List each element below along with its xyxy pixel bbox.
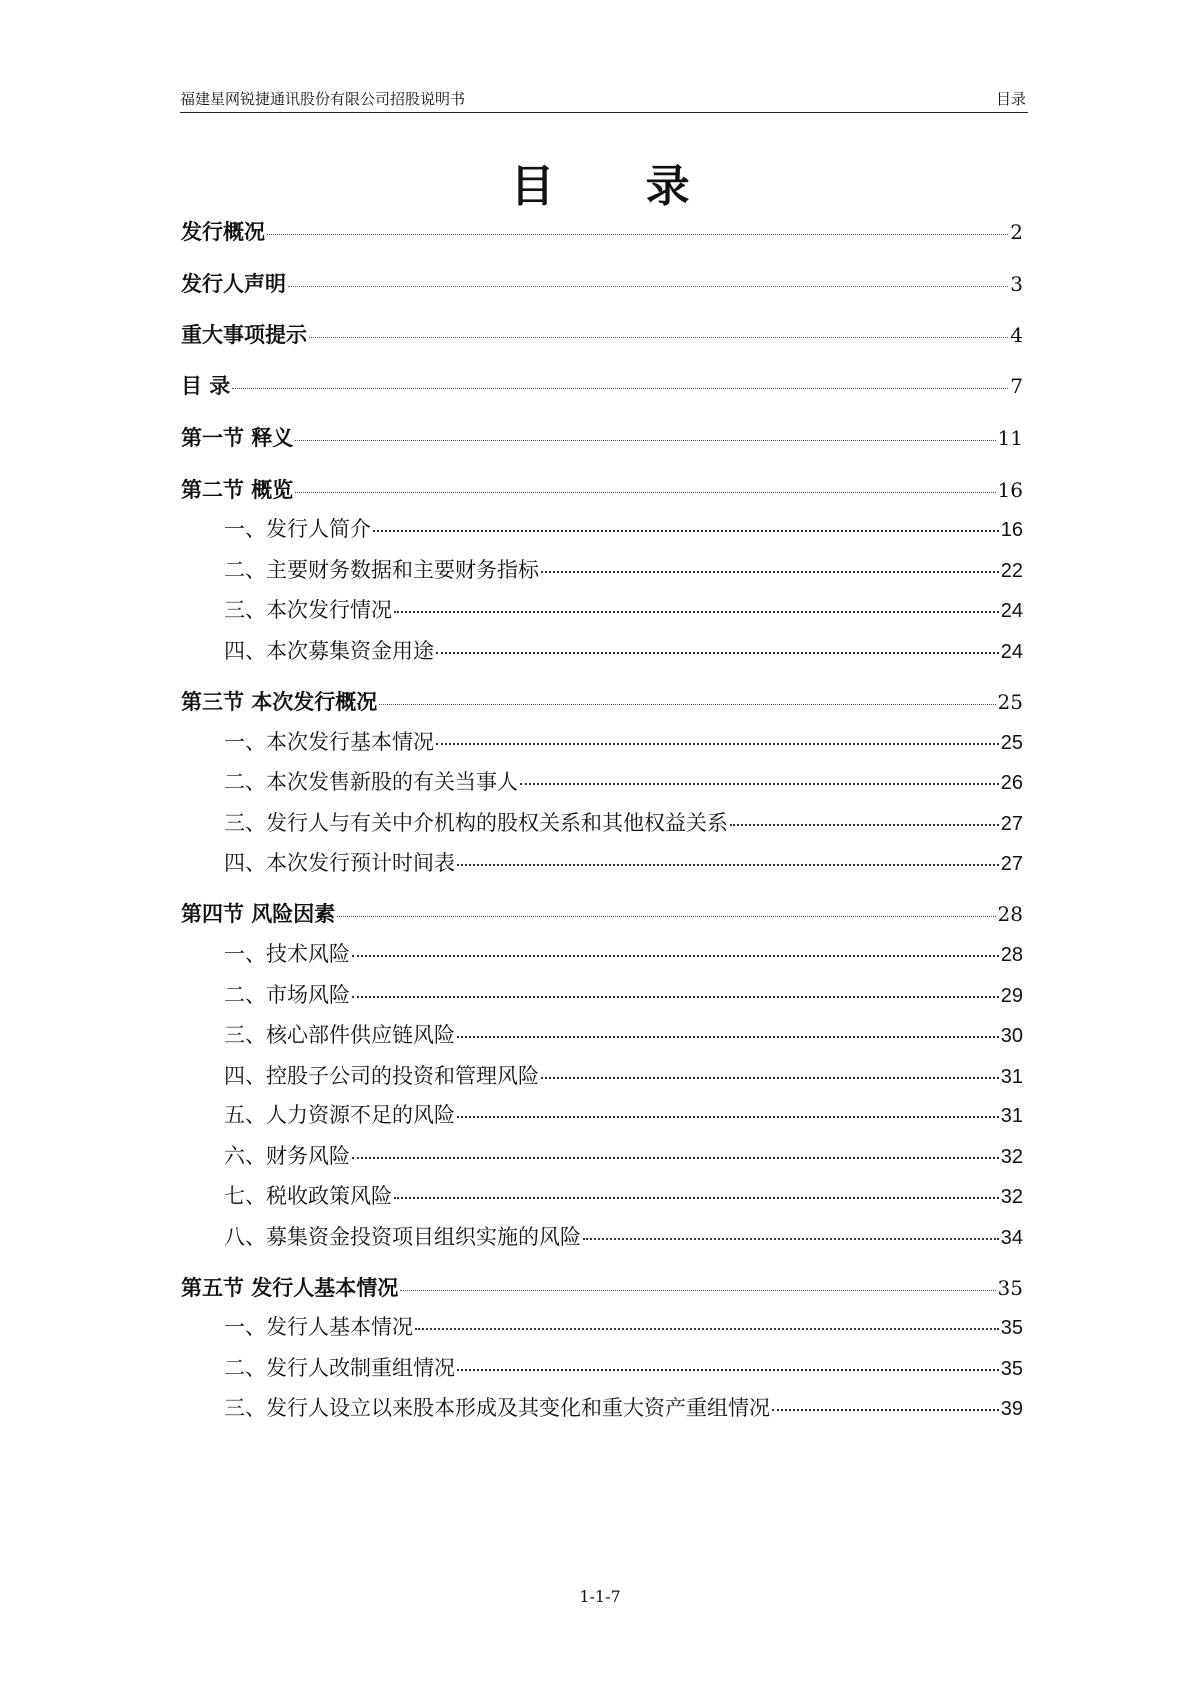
page-number: 1-1-7 — [579, 1587, 621, 1606]
toc-section-entry[interactable] — [181, 1180, 1023, 1210]
toc-entry-page-number: 25 — [997, 690, 1023, 714]
page-title: 目 录 — [510, 161, 728, 212]
toc-entry-label: 重大事项提示 — [181, 323, 307, 347]
toc-dot-leader — [352, 955, 999, 957]
toc-section-entry[interactable] — [181, 1392, 1023, 1422]
toc-dot-leader — [541, 1077, 999, 1079]
toc-dot-leader — [295, 492, 995, 493]
toc-entry-label: 四、本次募集资金用途 — [224, 639, 434, 663]
toc-entry-page-number: 34 — [1000, 1227, 1023, 1249]
toc-dot-leader — [400, 1290, 995, 1291]
toc-chapter-entry[interactable] — [181, 422, 1023, 452]
toc-dot-leader — [394, 1197, 999, 1199]
toc-entry-label: 一、本次发行基本情况 — [224, 730, 434, 754]
toc-entry-label: 发行人声明 — [181, 272, 286, 296]
toc-entry-page-number: 28 — [1000, 944, 1023, 966]
toc-entry-label: 发行概况 — [181, 220, 265, 244]
toc-chapter-entry[interactable] — [181, 474, 1023, 504]
toc-section-entry[interactable] — [181, 979, 1023, 1009]
toc-entry-page-number: 11 — [997, 426, 1023, 450]
toc-entry-page-number: 16 — [997, 478, 1023, 502]
toc-section-entry[interactable] — [181, 1140, 1023, 1170]
toc-entry-label: 七、税收政策风险 — [224, 1184, 392, 1208]
header-section-name: 目录 — [995, 90, 1026, 108]
toc-dot-leader — [457, 1369, 999, 1371]
toc-entry-page-number: 31 — [1000, 1066, 1023, 1088]
toc-dot-leader — [436, 743, 999, 745]
toc-section-entry[interactable] — [181, 1019, 1023, 1049]
toc-entry-page-number: 3 — [1010, 272, 1023, 296]
toc-chapter-entry[interactable] — [181, 370, 1023, 400]
toc-entry-page-number: 2 — [1010, 220, 1023, 244]
toc-dot-leader — [520, 783, 999, 785]
toc-entry-label: 二、本次发售新股的有关当事人 — [224, 770, 518, 794]
toc-entry-label: 二、主要财务数据和主要财务指标 — [224, 558, 539, 582]
toc-entry-page-number: 24 — [1000, 641, 1023, 663]
toc-dot-leader — [295, 440, 995, 441]
toc-section-entry[interactable] — [181, 726, 1023, 756]
toc-section-entry[interactable] — [181, 1311, 1023, 1341]
toc-entry-page-number: 35 — [1000, 1317, 1023, 1339]
toc-entry-label: 五、人力资源不足的风险 — [224, 1103, 455, 1127]
toc-entry-label: 三、发行人与有关中介机构的股权关系和其他权益关系 — [224, 811, 728, 835]
toc-entry-label: 第一节 释义 — [181, 426, 294, 450]
toc-dot-leader — [457, 1036, 999, 1038]
toc-entry-label: 一、发行人简介 — [224, 517, 371, 541]
toc-entry-label: 三、本次发行情况 — [224, 598, 392, 622]
toc-entry-page-number: 30 — [1000, 1025, 1023, 1047]
toc-section-entry[interactable] — [181, 766, 1023, 796]
toc-dot-leader — [379, 704, 995, 705]
toc-entry-label: 第五节 发行人基本情况 — [181, 1276, 399, 1300]
toc-entry-label: 四、本次发行预计时间表 — [224, 851, 455, 875]
toc-entry-page-number: 16 — [1000, 519, 1023, 541]
toc-entry-label: 二、市场风险 — [224, 983, 350, 1007]
toc-dot-leader — [288, 286, 1008, 287]
toc-dot-leader — [373, 530, 999, 532]
toc-entry-page-number: 27 — [1000, 813, 1023, 835]
toc-section-entry[interactable] — [181, 1352, 1023, 1382]
header-company-name: 福建星网锐捷通讯股份有限公司招股说明书 — [180, 90, 466, 108]
toc-entry-label: 第三节 本次发行概况 — [181, 690, 378, 714]
toc-dot-leader — [541, 571, 999, 573]
toc-entry-page-number: 32 — [1000, 1186, 1023, 1208]
toc-dot-leader — [267, 234, 1008, 235]
toc-entry-page-number: 35 — [1000, 1358, 1023, 1380]
toc-dot-leader — [730, 824, 999, 826]
toc-entry-label: 目 录 — [181, 374, 231, 398]
toc-dot-leader — [337, 916, 995, 917]
toc-dot-leader — [415, 1328, 999, 1330]
toc-dot-leader — [352, 996, 999, 998]
toc-section-entry[interactable] — [181, 1060, 1023, 1090]
toc-chapter-entry[interactable] — [181, 319, 1023, 349]
toc-entry-page-number: 29 — [1000, 985, 1023, 1007]
toc-chapter-entry[interactable] — [181, 686, 1023, 716]
toc-entry-page-number: 7 — [1010, 374, 1023, 398]
toc-dot-leader — [309, 337, 1008, 338]
toc-section-entry[interactable] — [181, 554, 1023, 584]
toc-chapter-entry[interactable] — [181, 898, 1023, 928]
toc-chapter-entry[interactable] — [181, 216, 1023, 246]
page-header — [180, 86, 1028, 113]
toc-entry-label: 一、技术风险 — [224, 942, 350, 966]
toc-entry-label: 三、核心部件供应链风险 — [224, 1023, 455, 1047]
toc-section-entry[interactable] — [181, 594, 1023, 624]
toc-entry-page-number: 32 — [1000, 1146, 1023, 1168]
toc-entry-label: 六、财务风险 — [224, 1144, 350, 1168]
toc-chapter-entry[interactable] — [181, 1272, 1023, 1302]
toc-dot-leader — [436, 652, 999, 654]
toc-entry-page-number: 24 — [1000, 600, 1023, 622]
toc-section-entry[interactable] — [181, 807, 1023, 837]
toc-section-entry[interactable] — [181, 1099, 1023, 1129]
toc-dot-leader — [394, 611, 999, 613]
toc-entry-page-number: 22 — [1000, 560, 1023, 582]
toc-dot-leader — [457, 864, 999, 866]
toc-dot-leader — [232, 388, 1008, 389]
toc-entry-page-number: 35 — [997, 1276, 1023, 1300]
toc-entry-label: 第四节 风险因素 — [181, 902, 336, 926]
toc-entry-label: 第二节 概览 — [181, 478, 294, 502]
toc-entry-page-number: 39 — [1000, 1398, 1023, 1420]
toc-section-entry[interactable] — [181, 513, 1023, 543]
toc-entry-page-number: 31 — [1000, 1105, 1023, 1127]
toc-entry-label: 三、发行人设立以来股本形成及其变化和重大资产重组情况 — [224, 1396, 770, 1420]
toc-dot-leader — [772, 1409, 999, 1411]
toc-entry-page-number: 26 — [1000, 772, 1023, 794]
toc-entry-label: 四、控股子公司的投资和管理风险 — [224, 1064, 539, 1088]
toc-entry-page-number: 4 — [1010, 323, 1023, 347]
toc-section-entry[interactable] — [181, 635, 1023, 665]
toc-section-entry[interactable] — [181, 1221, 1023, 1251]
toc-entry-label: 二、发行人改制重组情况 — [224, 1356, 455, 1380]
toc-chapter-entry[interactable] — [181, 268, 1023, 298]
toc-dot-leader — [352, 1157, 999, 1159]
toc-dot-leader — [583, 1238, 999, 1240]
toc-entry-label: 一、发行人基本情况 — [224, 1315, 413, 1339]
toc-section-entry[interactable] — [181, 847, 1023, 877]
toc-entry-label: 八、募集资金投资项目组织实施的风险 — [224, 1225, 581, 1249]
toc-entry-page-number: 25 — [1000, 732, 1023, 754]
toc-entry-page-number: 27 — [1000, 853, 1023, 875]
toc-dot-leader — [457, 1116, 999, 1118]
toc-section-entry[interactable] — [181, 938, 1023, 968]
toc-entry-page-number: 28 — [997, 902, 1023, 926]
